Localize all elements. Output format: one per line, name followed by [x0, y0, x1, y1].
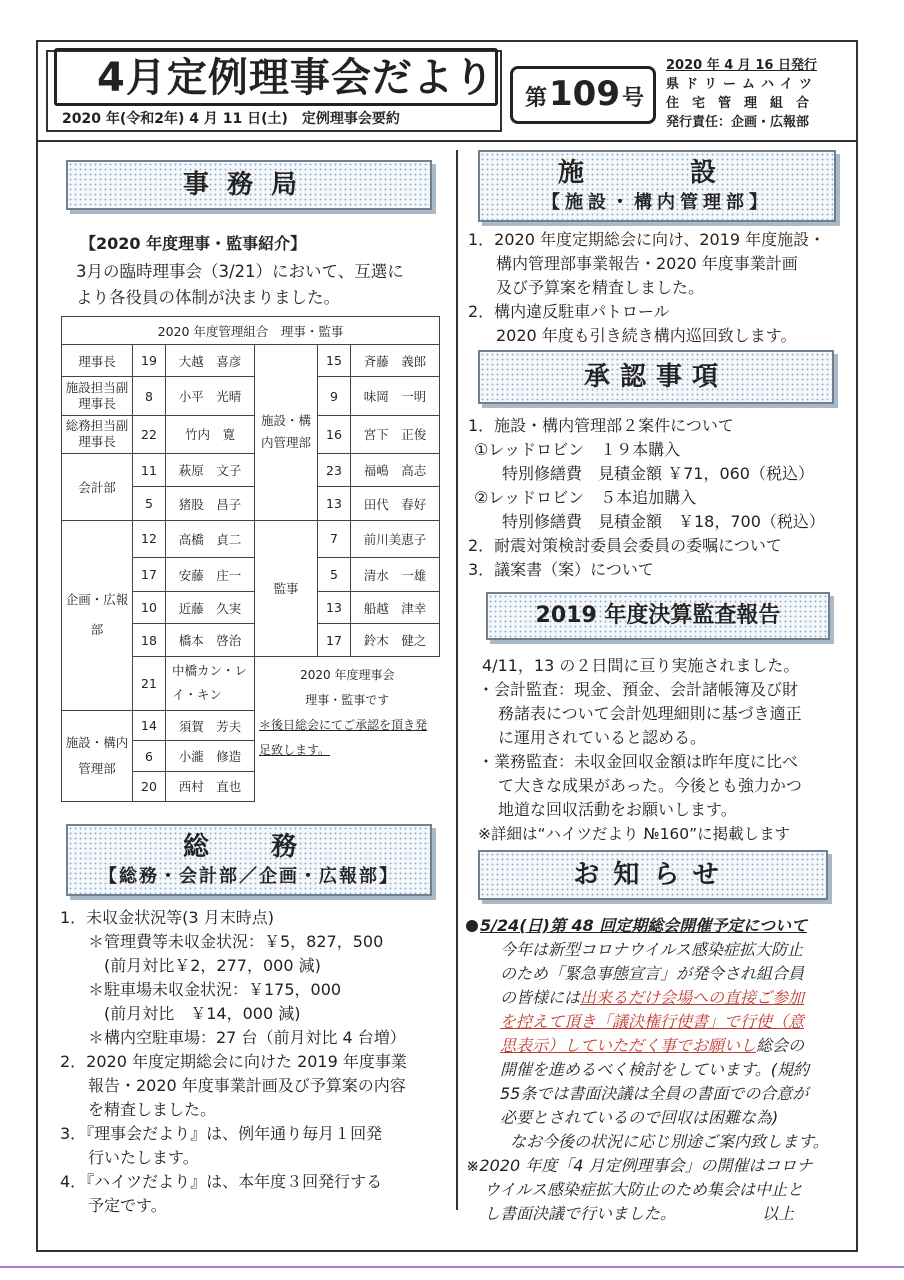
role-shisetsu-mid: 施設・構内管理部	[255, 345, 318, 520]
table-cell: 竹内 寛	[166, 415, 255, 453]
oshirase-heading: お知らせ	[478, 850, 828, 900]
org-name-1: 県ドリームハイツ	[666, 77, 819, 92]
shonin-line: 2．耐震対策検討委員会委員の委嘱について	[468, 536, 782, 555]
oshirase-line: の皆様には	[500, 988, 581, 1007]
role-vice-shisetsu: 施設担当副理事長	[62, 377, 133, 415]
org-name-2: 住宅管理組合	[666, 96, 823, 111]
oshirase-closing: 以上	[762, 1204, 795, 1223]
shisetsu-heading: 施 設	[557, 158, 756, 188]
somu-line: 予定です。	[88, 1196, 167, 1215]
table-cell: 高橋 貞二	[166, 520, 255, 557]
table-note	[255, 656, 440, 801]
shonin-line: 特別修繕費 見積金額 ￥18，700（税込）	[502, 512, 825, 531]
kansa-heading: 2019 年度決算監査報告	[486, 592, 830, 640]
somu-line: を精査しました。	[88, 1100, 217, 1119]
table-cell: 猪股 昌子	[166, 487, 255, 520]
somu-line: ＊駐車場未収金状況：￥175，000	[88, 980, 342, 999]
table-cell: 17	[318, 624, 351, 656]
table-cell: 5	[133, 487, 166, 520]
table-cell: 大越 喜彦	[166, 345, 255, 377]
shisetsu-body	[468, 228, 825, 348]
oshirase-line: 開催を進めるべく検討をしています。(規約	[500, 1060, 809, 1079]
somu-line: 1．未収金状況等(3 月末時点)	[60, 908, 274, 927]
table-cell: 21	[133, 656, 166, 710]
oshirase-line: 今年は新型コロナウイルス感染症拡大防止	[500, 940, 804, 959]
oshirase-line: なお今後の状況に応じ別途ご案内致します。	[510, 1132, 829, 1151]
issue-number-box	[510, 66, 656, 124]
table-cell: 22	[133, 415, 166, 453]
table-cell: 8	[133, 377, 166, 415]
table-cell: 6	[133, 741, 166, 771]
kansa-line: 地道な回収活動をお願いします。	[498, 800, 737, 819]
note-line-3: ＊後日総会にてご承認を頂き発足致します。	[259, 717, 428, 757]
role-vice-somu: 総務担当副理事長	[62, 415, 133, 453]
role-shisetsu-kanri: 施設・構内管理部	[62, 711, 133, 802]
table-cell: 船越 津幸	[351, 592, 440, 624]
somu-line: (前月対比 ￥14，000 減)	[104, 1004, 301, 1023]
somu-line: 2．2020 年度定期総会に向けた 2019 年度事業	[60, 1052, 407, 1071]
table-cell: 10	[133, 592, 166, 624]
somu-heading: 総 務	[182, 832, 315, 862]
somu-line: 4．『ハイツだより』は、本年度３回発行する	[60, 1172, 383, 1191]
table-cell: 5	[318, 557, 351, 591]
publish-date: 2020 年 4 月 16 日発行	[666, 58, 817, 73]
role-chairman: 理事長	[62, 345, 133, 377]
kansa-body	[478, 654, 802, 846]
table-cell: 近藤 久実	[166, 592, 255, 624]
issue-prefix: 第	[525, 86, 548, 111]
somu-line: (前月対比￥2，277，000 減)	[104, 956, 321, 975]
table-cell: 9	[318, 377, 351, 415]
shonin-line: ①レッドロビン １９本購入	[474, 440, 681, 459]
kansa-line: て大きな成果があった。今後とも強力かつ	[498, 776, 802, 795]
kansa-line: ※詳細は“ハイツだより №160”に掲載します	[478, 825, 791, 843]
table-cell: 清水 一雄	[351, 557, 440, 591]
table-cell: 須賀 芳夫	[166, 711, 255, 741]
intro-line-2: より各役員の体制が決まりました。	[76, 288, 340, 307]
responsible-dept: 発行責任：企画・広報部	[666, 115, 810, 130]
meeting-date: 2020 年(令和2年) 4 月 11 日(土) 定例理事会要約	[62, 111, 400, 127]
table-cell: 斉藤 義郎	[351, 345, 440, 377]
oshirase-highlight: 出来るだけ会場への直接ご参加	[580, 988, 805, 1007]
table-cell: 7	[318, 520, 351, 557]
table-cell: 16	[318, 415, 351, 453]
kansa-line: ・業務監査：未収金回収金額は昨年度に比べ	[478, 752, 799, 771]
table-cell: 20	[133, 771, 166, 801]
bullet-icon	[466, 920, 478, 932]
officer-table	[61, 316, 440, 802]
table-cell: 11	[133, 454, 166, 487]
issue-suffix: 号	[622, 86, 645, 111]
intro-title: 【2020 年度理事・監事紹介】	[80, 234, 307, 253]
somu-line: 報告・2020 年度事業計画及び予算案の内容	[88, 1076, 406, 1095]
table-cell: 13	[318, 592, 351, 624]
table-cell: 13	[318, 487, 351, 520]
table-cell: 17	[133, 557, 166, 591]
issue-number: 109	[549, 74, 620, 114]
oshirase-highlight: を控えて頂き「議決権行使書」で行使（意	[500, 1012, 805, 1031]
kansa-line: に運用されていると認める。	[498, 728, 707, 747]
oshirase-line: 総会の	[756, 1036, 805, 1055]
intro-line-1: 3月の臨時理事会（3/21）において、互選に	[76, 262, 404, 281]
table-cell: 橋本 啓治	[166, 624, 255, 656]
shonin-line: ②レッドロビン ５本追加購入	[474, 488, 697, 507]
note-line-1: 2020 年度理事会	[300, 667, 395, 682]
header-rule	[36, 140, 858, 142]
shonin-line: 特別修繕費 見積金額 ￥71，060（税込）	[502, 464, 814, 483]
role-kikaku: 企画・広報部	[62, 520, 133, 711]
oshirase-title: 5/24(日)第 48 回定期総会開催予定について	[480, 916, 807, 935]
kansa-line: 4/11，13 の２日間に亘り実施されました。	[482, 656, 800, 675]
somu-line: 3．『理事会だより』は、例年通り毎月１回発	[60, 1124, 383, 1143]
table-cell: 18	[133, 624, 166, 656]
shisetsu-heading-box	[478, 150, 836, 222]
table-cell: 23	[318, 454, 351, 487]
shisetsu-line: 及び予算案を精査しました。	[496, 278, 705, 297]
table-cell: 福嶋 高志	[351, 454, 440, 487]
table-cell: 前川美恵子	[351, 520, 440, 557]
table-cell: 14	[133, 711, 166, 741]
shonin-heading: 承認事項	[478, 350, 834, 404]
oshirase-line: ウイルス感染症拡大防止のため集会は中止と	[484, 1180, 804, 1199]
table-caption: 2020 年度管理組合 理事・監事	[62, 317, 440, 345]
table-cell: 12	[133, 520, 166, 557]
kansa-line: ・会計監査：現金、預金、会計諸帳簿及び財	[478, 680, 799, 699]
newsletter-title: 4月定例理事会だより	[54, 48, 498, 106]
column-divider	[456, 150, 458, 1210]
somu-subheading: 【総務・会計部／企画・広報部】	[99, 866, 399, 887]
shisetsu-line: 2．構内違反駐車パトロール	[468, 302, 670, 321]
shonin-line: 1．施設・構内管理部２案件について	[468, 416, 734, 435]
shisetsu-line: 1．2020 年度定期総会に向け、2019 年度施設・	[468, 230, 826, 249]
oshirase-body	[466, 914, 829, 1226]
somu-line: ＊構内空駐車場：27 台（前月対比 4 台増）	[88, 1028, 406, 1047]
note-line-2: 理事・監事です	[305, 692, 390, 707]
table-cell: 萩原 文子	[166, 454, 255, 487]
oshirase-line: 55条では書面決議は全員の書面での合意が	[500, 1084, 809, 1103]
table-cell: 安藤 庄一	[166, 557, 255, 591]
table-cell: 田代 春好	[351, 487, 440, 520]
table-cell: 鈴木 健之	[351, 624, 440, 656]
table-cell: 19	[133, 345, 166, 377]
shisetsu-line: 構内管理部事業報告・2020 年度事業計画	[496, 254, 798, 273]
kansa-line: 務諸表について会計処理細則に基づき適正	[498, 704, 802, 723]
somu-body	[60, 906, 407, 1218]
jimukyoku-heading: 事務局	[66, 160, 432, 210]
shisetsu-line: 2020 年度も引き続き構内巡回致します。	[496, 326, 797, 345]
table-cell: 15	[318, 345, 351, 377]
role-accounting: 会計部	[62, 454, 133, 521]
publication-info	[666, 56, 822, 132]
table-cell: 小瀧 修造	[166, 741, 255, 771]
table-cell: 味岡 一明	[351, 377, 440, 415]
table-cell: 西村 直也	[166, 771, 255, 801]
oshirase-line: のため「緊急事態宣言」が発令され組合員	[500, 964, 805, 983]
somu-line: ＊管理費等未収金状況：￥5，827，500	[88, 932, 384, 951]
oshirase-line: ※2020 年度「4 月定例理事会」の開催はコロナ	[466, 1156, 813, 1175]
shonin-line: 3．議案書（案）について	[468, 560, 654, 579]
somu-line: 行いたします。	[88, 1148, 199, 1167]
role-kanji: 監事	[255, 520, 318, 656]
table-cell: 小平 光晴	[166, 377, 255, 415]
oshirase-highlight: 思表示）していただく事でお願いし	[500, 1036, 757, 1055]
table-cell: 宮下 正俊	[351, 415, 440, 453]
shisetsu-subheading: 【施設・構内管理部】	[542, 192, 772, 213]
table-cell: 中橋カン・レイ・キン	[166, 656, 255, 710]
somu-heading-box	[66, 824, 432, 896]
oshirase-line: し書面決議で行いました。	[484, 1204, 677, 1223]
page-bottom-line	[0, 1266, 904, 1268]
shonin-body	[468, 414, 825, 582]
oshirase-line: 必要とされているので回収は困難な為)	[500, 1108, 779, 1127]
